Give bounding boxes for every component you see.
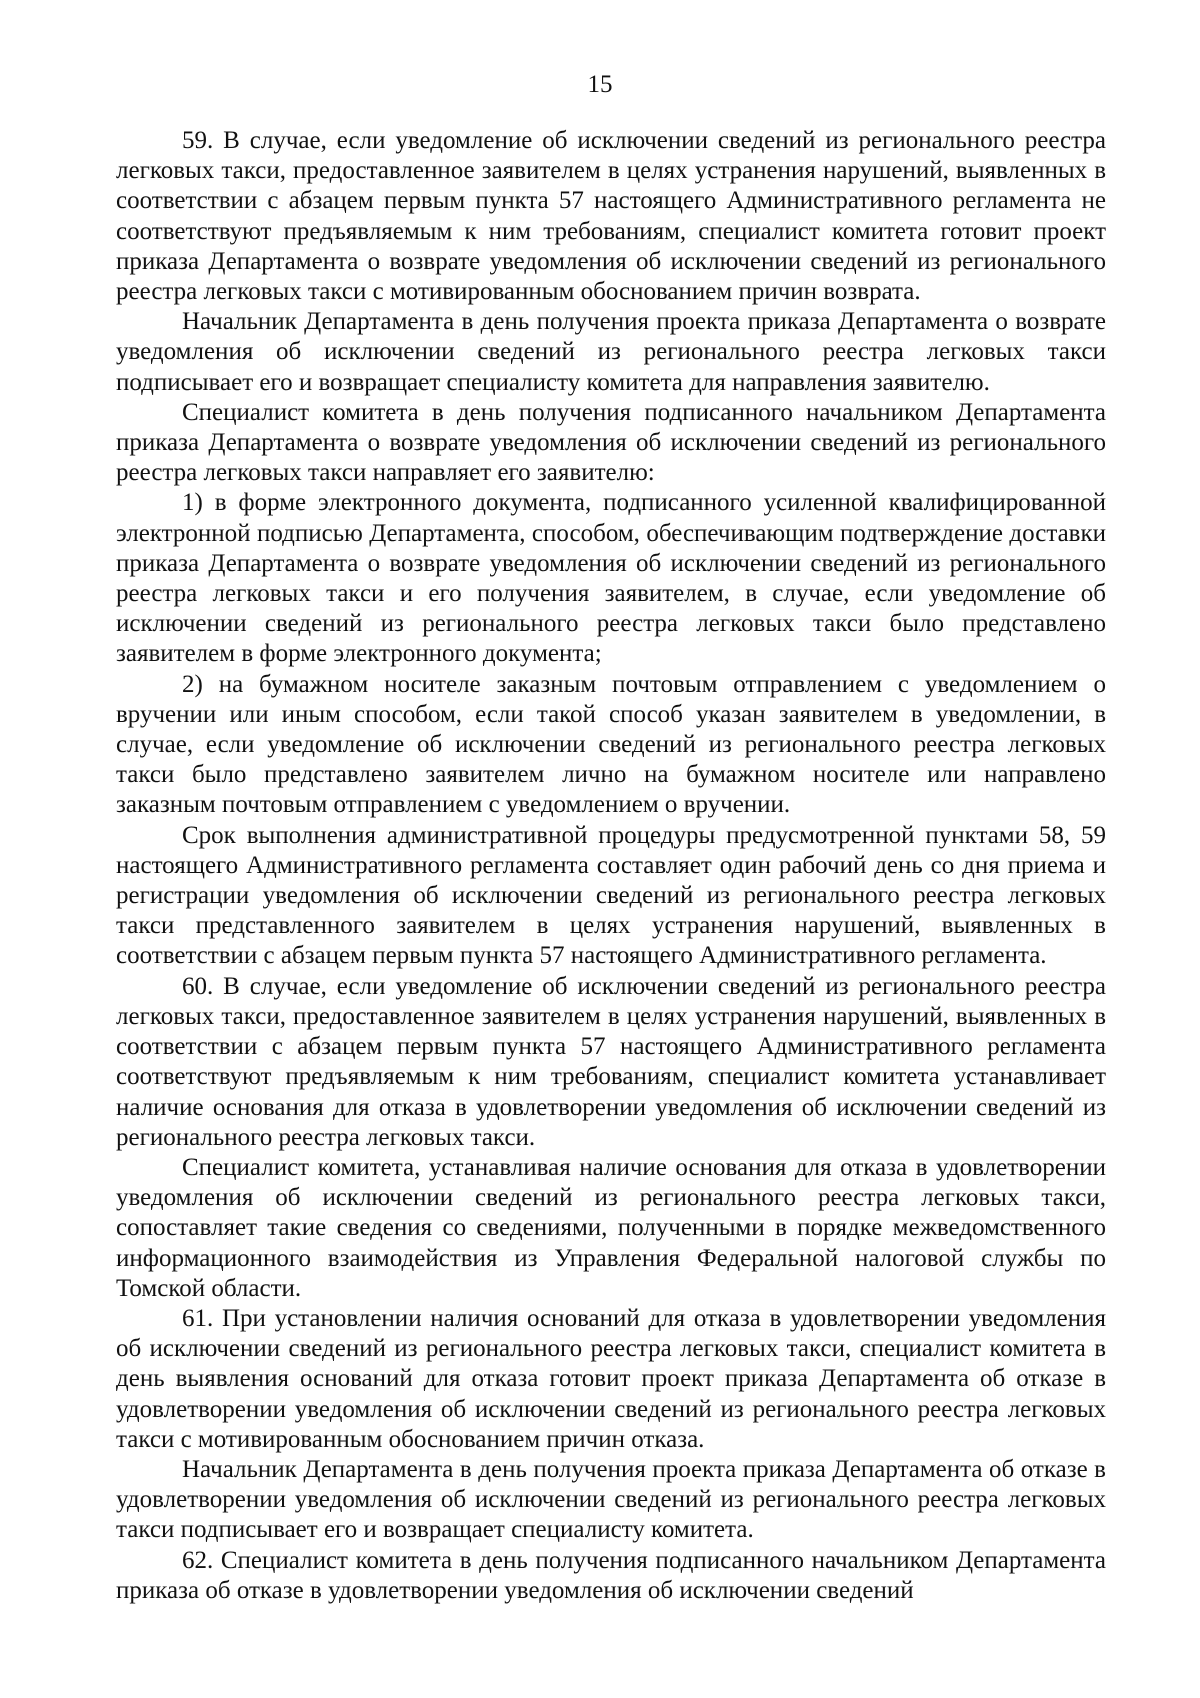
paragraph-60: 60. В случае, если уведомление об исключении сведений из регионального реестра легковых такси, предоставленное заявителем в целях устранения нарушений, выявленных в соответствии с абзацем первым пункта 57 настоящего Административного регламента соответствуют предъявляемым к ним требованиям, специалист комитета устанавливает наличие основания для отказа в удовлетворении уведомления об исключении сведений из регионального реестра легковых такси.	[116, 972, 1106, 1151]
paragraph-61-head-signs: Начальник Департамента в день получения проекта приказа Департамента об отказе в удовлетворении уведомления об исключении сведений из регионального реестра легковых такси подписывает его и возвращает специалисту комитета.	[116, 1455, 1106, 1544]
paragraph-59-specialist-sends: Специалист комитета в день получения подписанного начальником Департамента приказа Департамента о возврате уведомления об исключении сведений из регионального реестра легковых такси направляет его заявителю:	[116, 398, 1106, 487]
list-item-paper-form: 2) на бумажном носителе заказным почтовым отправлением с уведомлением о вручении или иным способом, если такой способ указан заявителем в уведомлении, в случае, если уведомление об исключении сведений из регионального реестра легковых такси было представлено заявителем лично на бумажном носителе или направлено заказным почтовым отправлением с уведомлением о вручении.	[116, 670, 1106, 819]
page-number: 15	[587, 71, 613, 98]
document-body	[116, 126, 1106, 1606]
list-item-electronic-form: 1) в форме электронного документа, подписанного усиленной квалифицированной электронной подписью Департамента, способом, обеспечивающим подтверждение доставки приказа Департамента о возврате уведомления об исключении сведений из регионального реестра легковых такси и его получения заявителем, в случае, если уведомление об исключении сведений из регионального реестра легковых такси было представлено заявителем в форме электронного документа;	[116, 489, 1106, 668]
paragraph-59: 59. В случае, если уведомление об исключении сведений из регионального реестра легковых такси, предоставленное заявителем в целях устранения нарушений, выявленных в соответствии с абзацем первым пункта 57 настоящего Административного регламента не соответствуют предъявляемым к ним требованиям, специалист комитета готовит проект приказа Департамента о возврате уведомления об исключении сведений из регионального реестра легковых такси с мотивированным обоснованием причин возврата.	[116, 127, 1106, 306]
paragraph-59-head-signs: Начальник Департамента в день получения проекта приказа Департамента о возврате уведомления об исключении сведений из регионального реестра легковых такси подписывает его и возвращает специалисту комитета для направления заявителю.	[116, 308, 1106, 396]
paragraph-procedure-deadline: Срок выполнения административной процедуры предусмотренной пунктами 58, 59 настоящего Административного регламента составляет один рабочий день со дня приема и регистрации уведомления об исключении сведений из регионального реестра легковых такси представленного заявителем в целях устранения нарушений, выявленных в соответствии с абзацем первым пункта 57 настоящего Административного регламента.	[116, 821, 1106, 970]
paragraph-60-comparison: Специалист комитета, устанавливая наличие основания для отказа в удовлетворении уведомления об исключении сведений из регионального реестра легковых такси, сопоставляет такие сведения со сведениями, полученными в порядке межведомственного информационного взаимодействия из Управления Федеральной налоговой службы по Томской области.	[116, 1153, 1106, 1302]
paragraph-61: 61. При установлении наличия оснований для отказа в удовлетворении уведомления об исключении сведений из регионального реестра легковых такси, специалист комитета в день выявления оснований для отказа готовит проект приказа Департамента об отказе в удовлетворении уведомления об исключении сведений из регионального реестра легковых такси с мотивированным обоснованием причин отказа.	[116, 1304, 1106, 1453]
paragraph-62: 62. Специалист комитета в день получения подписанного начальником Департамента приказа об отказе в удовлетворении уведомления об исключении сведений	[116, 1546, 1106, 1604]
